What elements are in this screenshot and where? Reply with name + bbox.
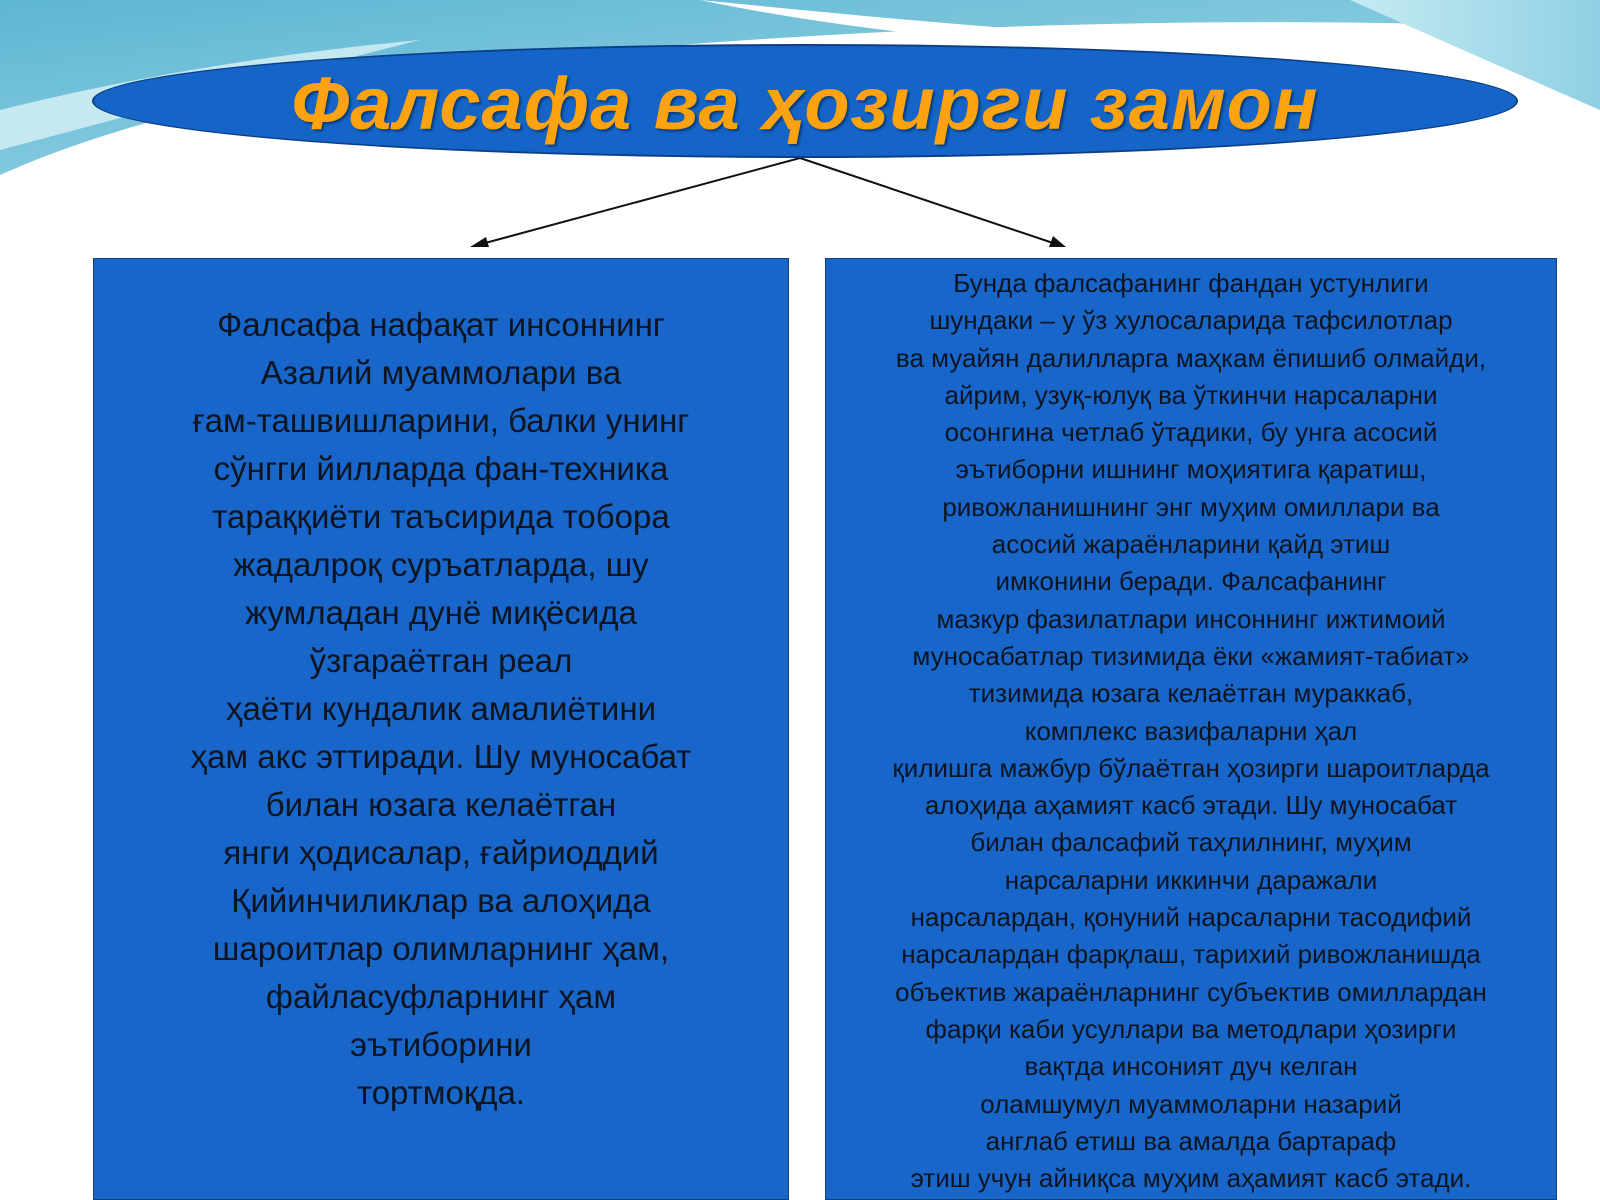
left-text-block — [93, 258, 789, 1200]
right-line: нарсалардан фарқлаш, тарихий ривожланишда — [901, 939, 1481, 970]
left-line: файласуфларнинг ҳам — [265, 978, 617, 1015]
left-line: тараққиёти таъсирида тобора — [212, 498, 670, 535]
right-line: этиш учун айниқса муҳим аҳамият касб этади. — [910, 1163, 1472, 1194]
right-line: асосий жараёнларини қайд этиш — [991, 529, 1391, 560]
left-line: ғам-ташвишларини, балки унинг — [192, 402, 690, 439]
right-line: фарқи каби усуллари ва методлари ҳозирги — [925, 1013, 1457, 1044]
right-line: шундаки – у ўз хулосаларида тафсилотлар — [929, 305, 1453, 336]
left-line: сўнгги йилларда фан-техника — [213, 450, 669, 487]
right-line: нарсаларни иккинчи даражали — [1004, 864, 1378, 895]
left-line: Азалий муаммолари ва — [260, 354, 622, 391]
left-line: эътиборини — [350, 1026, 532, 1063]
right-line: англаб етиш ва амалда бартараф — [985, 1125, 1397, 1156]
right-line: оламшумул муаммоларни назарий — [980, 1088, 1402, 1119]
right-text-block — [825, 258, 1557, 1200]
left-line: ҳам акс эттиради. Шу муносабат — [190, 738, 692, 775]
left-line: жадалроқ суръатларда, шу — [233, 546, 649, 583]
left-line: тортмоқда. — [356, 1074, 526, 1111]
left-line: жумладан дунё миқёсида — [245, 594, 637, 631]
right-line: вақтда инсоният дуч келган — [1024, 1051, 1358, 1082]
left-line: билан юзага келаётган — [265, 786, 617, 823]
right-line: Бунда фалсафанинг фандан устунлиги — [953, 268, 1429, 298]
right-line: объектив жараёнларнинг субъектив омиллардан — [895, 976, 1487, 1007]
left-line: Фалсафа нафақат инсоннинг — [217, 306, 665, 343]
left-line: шароитлар олимларнинг ҳам, — [212, 930, 670, 967]
right-line: комплекс вазифаларни ҳал — [1024, 715, 1358, 746]
right-line: осонгина четлаб ўтадики, бу унга асосий — [944, 417, 1438, 448]
right-line: эътиборни ишнинг моҳиятига қаратиш, — [955, 454, 1427, 485]
right-line: ва муайян далилларга маҳкам ёпишиб олмайди, — [895, 342, 1487, 373]
left-line: янги ҳодисалар, ғайриоддий — [223, 834, 659, 871]
left-line: ҳаёти кундалик амалиётини — [226, 690, 656, 727]
left-line: Қийинчиликлар ва алоҳида — [231, 882, 651, 919]
right-line: нарсалардан, қонуний нарсаларни тасодифий — [910, 902, 1472, 933]
title-oval — [92, 44, 1518, 158]
right-line: имконини беради. Фалсафанинг — [995, 566, 1387, 597]
right-line: ривожланишнинг энг муҳим омиллари ва — [942, 491, 1440, 522]
right-line: муносабатлар тизимида ёки «жамият-табиат» — [912, 640, 1470, 671]
right-line: алоҳида аҳамият касб этади. Шу муносабат — [924, 790, 1458, 821]
right-line: қилишга мажбур бўлаётган ҳозирги шароитларда — [892, 752, 1490, 783]
right-line: билан фалсафий таҳлилнинг, муҳим — [970, 827, 1412, 858]
left-line: ўзгараётган реал — [309, 642, 573, 679]
slide-title: Фалсафа ва ҳозирги замон — [291, 61, 1319, 145]
right-line: айрим, узуқ-юлуқ ва ўткинчи нарсаларни — [944, 379, 1438, 410]
right-line: мазкур фазилатлари инсоннинг ижтимоий — [936, 603, 1446, 634]
right-line: тизимида юзага келаётган мураккаб, — [968, 678, 1414, 709]
